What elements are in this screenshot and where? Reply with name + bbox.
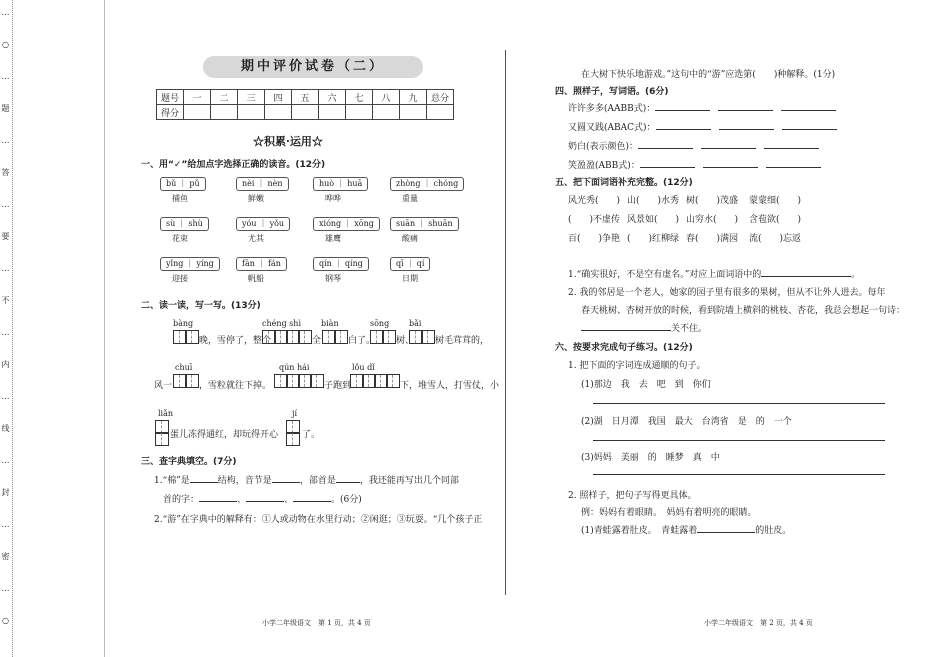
score-value-row	[157, 105, 454, 120]
score-header-row	[157, 90, 454, 105]
q1-heading: 一、用“✓”给加点字选择正确的读音。(12分)	[141, 160, 326, 170]
q2-text: 下，堆雪人，打雪仗，小	[400, 381, 500, 391]
writing-box[interactable]	[334, 330, 348, 344]
pinyin: liǎn	[158, 409, 174, 418]
answer-blank[interactable]	[638, 148, 693, 149]
q6-item1: 1. 把下面的字词连成通顺的句子。	[568, 361, 706, 371]
pinyin-choice[interactable]: sù ｜ shù	[160, 217, 209, 231]
score-input-cell[interactable]	[238, 105, 265, 120]
binding-mark: …	[1, 72, 10, 81]
idiom-blank[interactable]: 百( )争艳	[568, 234, 621, 244]
answer-blank[interactable]	[336, 482, 360, 483]
q1-word: 哗哗	[325, 194, 341, 203]
footer-left: 小学二年级语文 第 1 页，共 4 页	[262, 619, 371, 627]
q3-text: 、	[237, 495, 247, 505]
q1-word: 尤其	[248, 234, 264, 243]
q6-text: 的肚皮。	[755, 526, 792, 536]
q2-text: ，雪粒就往下掉。	[199, 381, 272, 391]
answer-blank[interactable]	[766, 167, 821, 168]
pinyin-choice[interactable]: qī ｜ qí	[390, 257, 430, 271]
writing-box[interactable]	[185, 330, 199, 344]
idiom-blank[interactable]: 山( )水秀	[627, 196, 680, 206]
pinyin: bǎi	[409, 319, 422, 328]
q3-text: 首的字：	[163, 495, 200, 505]
score-input-cell[interactable]	[373, 105, 400, 120]
binding-mark: …	[1, 584, 10, 593]
q6-item1b: (2)湖 日月潭 我国 最大 台湾省 是 的 一个	[581, 417, 792, 427]
q6-item2: 2. 照样子，把句子写得更具体。	[568, 491, 697, 501]
q1-word: 钢琴	[325, 274, 341, 283]
binding-mark: 内	[1, 360, 10, 369]
q6-item2a	[581, 523, 791, 536]
binding-mark: …	[1, 136, 10, 145]
pinyin-choice[interactable]: fān ｜ fán	[236, 257, 287, 271]
q5-text: 关不住。	[671, 324, 708, 334]
pinyin: qún hái	[279, 363, 310, 372]
q3-text: 、	[284, 495, 294, 505]
answer-line[interactable]	[593, 403, 885, 404]
binding-mark: …	[1, 328, 10, 337]
binding-strip	[0, 0, 13, 657]
score-header-cell: 总分	[427, 90, 454, 105]
writing-box[interactable]	[286, 432, 300, 446]
q5-text: 。	[851, 270, 861, 280]
q4-item	[568, 139, 827, 152]
q2-text: 树、	[396, 336, 415, 346]
idiom-blank[interactable]: 流( )忘返	[749, 234, 802, 244]
q6-item1c: (3)妈妈 美丽 的 睡梦 真 中	[581, 453, 720, 463]
pinyin-choice[interactable]: huò ｜ huā	[313, 177, 368, 191]
pinyin-choice[interactable]: qín ｜ qíng	[313, 257, 369, 271]
idiom-blank[interactable]: 风光秀( )	[568, 196, 621, 206]
answer-blank[interactable]	[640, 167, 695, 168]
binding-mark: …	[1, 520, 10, 529]
pinyin-choice[interactable]: xióng ｜ xōng	[313, 217, 380, 231]
score-header-cell: 八	[373, 90, 400, 105]
pinyin-choice[interactable]: zhòng ｜ chóng	[390, 177, 464, 191]
binding-mark: 线	[1, 424, 10, 433]
idiom-blank[interactable]: 树( )茂盛	[686, 196, 739, 206]
continued-text: 在大树下快乐地游戏。”这句中的“游”应选第( )种解释。(1分)	[581, 70, 836, 80]
footer-right: 小学二年级语文 第 2 页，共 4 页	[704, 619, 813, 627]
pinyin: lǒu dǐ	[352, 363, 375, 372]
q1-word: 雄鹰	[325, 234, 341, 243]
answer-blank[interactable]	[782, 129, 837, 130]
binding-mark: 答	[1, 168, 10, 177]
q1-word: 花束	[172, 234, 188, 243]
answer-blank[interactable]	[199, 501, 237, 502]
q5-sentence2b: 春天桃树、杏树开放的时候，看到院墙上横斜的桃枝、杏花，我总会想起一句诗：	[581, 306, 906, 316]
answer-blank[interactable]	[190, 482, 218, 483]
q6-example: 例：妈妈有着眼睛。 妈妈有着明亮的眼睛。	[581, 508, 757, 518]
q1-word: 酸痛	[402, 234, 418, 243]
pinyin-choice[interactable]: yǐng ｜ yíng	[160, 257, 220, 271]
binding-mark: 封	[1, 488, 10, 497]
q3-text: 。(6分)	[331, 495, 362, 505]
answer-line[interactable]	[593, 474, 885, 475]
binding-mark: …	[1, 392, 10, 401]
pinyin: chuī	[175, 363, 193, 372]
writing-box[interactable]	[298, 330, 312, 344]
q1-word: 日期	[402, 274, 418, 283]
writing-box[interactable]	[310, 374, 324, 388]
q3-line3: 2.“游”在字典中的解释有：①人或动物在水里行动；②闲逛；③玩耍。“几个孩子正	[154, 515, 483, 525]
q1-word: 迎接	[172, 274, 188, 283]
idiom-blank[interactable]: ( )不虚传	[568, 215, 621, 225]
score-header-cell: 题号	[157, 90, 184, 105]
score-input-cell[interactable]	[319, 105, 346, 120]
answer-blank[interactable]	[656, 129, 711, 130]
pinyin: bàng	[173, 319, 194, 328]
q6-text: (1)青蛙露着肚皮。 青蛙露着	[581, 526, 698, 536]
binding-mark: …	[1, 200, 10, 209]
answer-blank[interactable]	[246, 501, 284, 502]
pinyin-choice[interactable]: nèi ｜ nèn	[236, 177, 289, 191]
score-header-cell: 四	[265, 90, 292, 105]
binding-mark: 要	[1, 232, 10, 241]
q1-word: 重量	[402, 194, 418, 203]
score-input-cell[interactable]	[346, 105, 373, 120]
page-divider	[505, 50, 506, 595]
q1-word: 鲜嫩	[248, 194, 264, 203]
score-header-cell: 九	[400, 90, 427, 105]
q2-text: 树毛茸茸的，	[435, 336, 490, 346]
q6-heading: 六、按要求完成句子练习。(12分)	[555, 343, 693, 353]
q3-text: 1.“棉”是	[154, 476, 190, 486]
exam-title: 期中评价试卷（二）	[203, 56, 423, 78]
q3-heading: 三、查字典填空。(7分)	[141, 457, 237, 467]
binding-mark: …	[1, 264, 10, 273]
binding-mark: ○	[2, 616, 9, 625]
answer-blank[interactable]	[718, 110, 773, 111]
writing-box[interactable]	[421, 330, 435, 344]
score-label-cell: 得分	[157, 105, 184, 120]
q5-heading: 五、把下面词语补充完整。(12分)	[555, 178, 693, 188]
answer-blank[interactable]	[761, 276, 851, 277]
margin-line	[104, 0, 105, 657]
answer-line[interactable]	[593, 440, 885, 441]
writing-box[interactable]	[386, 374, 400, 388]
pinyin: jí	[292, 409, 298, 418]
q1-word: 捕鱼	[172, 194, 188, 203]
score-input-cell[interactable]	[184, 105, 211, 120]
idiom-blank[interactable]: 风景如( )	[627, 215, 680, 225]
q2-text: 子跑到	[324, 381, 352, 391]
idiom-blank[interactable]: 含苞欲( )	[749, 215, 802, 225]
pinyin: sōng	[370, 319, 390, 328]
q6-item1a: (1)那边 我 去 吧 到 你们	[581, 380, 711, 390]
score-header-cell: 二	[211, 90, 238, 105]
pinyin-choice[interactable]: bǔ ｜ pǔ	[160, 177, 206, 191]
answer-blank[interactable]	[272, 482, 300, 483]
score-input-cell[interactable]	[292, 105, 319, 120]
pinyin-choice[interactable]: yóu ｜ yǒu	[236, 217, 290, 231]
idiom-blank[interactable]: 山穷水( )	[686, 215, 739, 225]
q3-line2	[163, 492, 362, 505]
binding-mark: 密	[1, 552, 10, 561]
writing-box[interactable]	[185, 374, 199, 388]
score-header-cell: 六	[319, 90, 346, 105]
q4-label: 又圆又践(ABAC式)：	[568, 123, 656, 133]
answer-blank[interactable]	[764, 148, 819, 149]
q2-text: 风一	[154, 381, 173, 391]
score-input-cell[interactable]	[265, 105, 292, 120]
pinyin: biàn	[321, 319, 339, 328]
q3-text: 结构，音节是	[217, 476, 272, 486]
answer-blank[interactable]	[655, 110, 710, 111]
pinyin: chéng shì	[262, 319, 301, 328]
answer-blank[interactable]	[719, 129, 774, 130]
pinyin-choice[interactable]: suān ｜ shuān	[390, 217, 459, 231]
score-header-cell: 三	[238, 90, 265, 105]
q1-word: 帆船	[248, 274, 264, 283]
binding-mark: 不	[1, 296, 10, 305]
binding-mark: …	[1, 8, 10, 17]
q5-sentence1	[568, 267, 860, 280]
q5-text: 1.“确实很好，不是空有虚名。”对应上面词语中的	[568, 270, 762, 280]
q5-sentence2c	[581, 321, 707, 334]
q2-text: 白了。	[348, 336, 376, 346]
q4-label: 笑盈盈(ABB式)：	[568, 161, 640, 171]
q2-text: 全	[312, 336, 322, 346]
score-header-cell: 七	[346, 90, 373, 105]
q5-sentence2: 2. 我的邻居是一个老人，她家的园子里有很多的果树，但从不让外人进去。每年	[568, 288, 886, 298]
answer-blank[interactable]	[581, 330, 671, 331]
score-header-cell: 五	[292, 90, 319, 105]
score-header-cell: 一	[184, 90, 211, 105]
score-input-cell[interactable]	[400, 105, 427, 120]
idiom-blank[interactable]: 蒙蒙细( )	[749, 196, 802, 206]
binding-mark: 题	[1, 104, 10, 113]
score-table	[156, 89, 454, 120]
q4-label: 许许多多(AABB式)：	[568, 104, 656, 114]
q4-heading: 四、照样子，写词语。(6分)	[555, 87, 669, 97]
writing-box[interactable]	[155, 432, 169, 446]
q2-text: 晚，雪停了，整个	[199, 336, 272, 346]
answer-blank[interactable]	[697, 532, 755, 533]
q3-line1	[154, 473, 459, 486]
answer-blank[interactable]	[781, 110, 836, 111]
q4-label: 奶白(表示颜色)：	[568, 142, 639, 152]
q2-text: 了。	[302, 430, 321, 440]
q2-text: 蛋儿冻得通红，却玩得开心	[170, 430, 279, 440]
binding-mark: ○	[2, 40, 9, 49]
binding-mark: …	[1, 456, 10, 465]
q2-heading: 二、读一读，写一写。(13分)	[141, 301, 261, 311]
answer-blank[interactable]	[701, 148, 756, 149]
idiom-blank[interactable]: 春( )满园	[686, 234, 739, 244]
q3-text: ，我还能再写出几个同部	[359, 476, 459, 486]
score-input-cell[interactable]	[427, 105, 454, 120]
answer-blank[interactable]	[703, 167, 758, 168]
q3-text: ，部首是	[299, 476, 336, 486]
score-input-cell[interactable]	[211, 105, 238, 120]
q4-item	[568, 101, 844, 114]
writing-box[interactable]	[382, 330, 396, 344]
q4-item	[568, 158, 829, 171]
q4-item	[568, 120, 845, 133]
section-title: ☆积累·运用☆	[253, 135, 323, 148]
idiom-blank[interactable]: ( )红柳绿	[627, 234, 680, 244]
answer-blank[interactable]	[293, 501, 331, 502]
